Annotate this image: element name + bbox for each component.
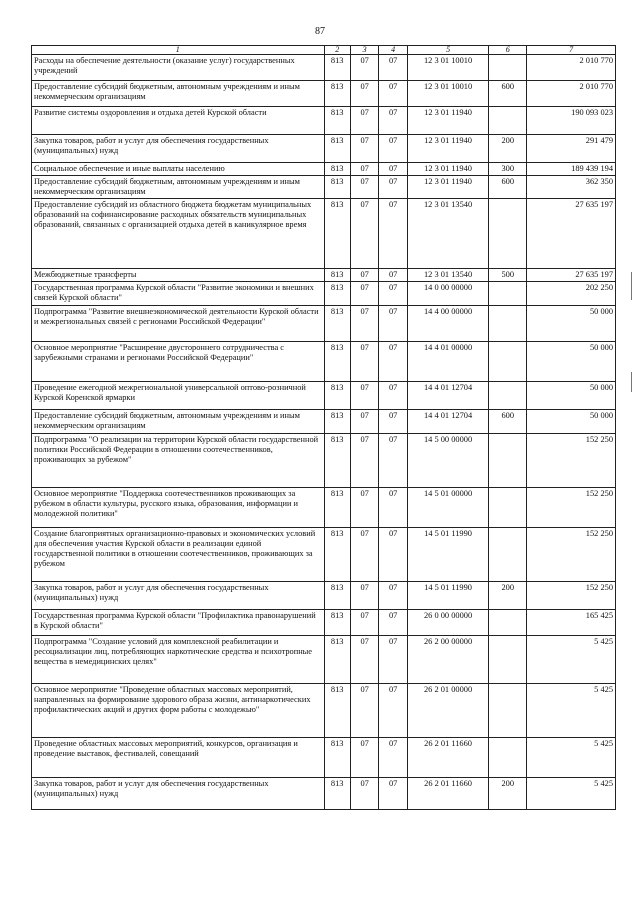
row-name: Закупка товаров, работ и услуг для обеспечения государственных (муниципальных) нужд — [32, 582, 325, 610]
row-expense-type — [489, 636, 527, 684]
row-target-article: 26 0 00 00000 — [407, 610, 488, 636]
row-name: Социальное обеспечение и иные выплаты населению — [32, 163, 325, 176]
table-row — [32, 684, 616, 738]
row-section: 07 — [350, 738, 379, 778]
row-target-article: 14 4 01 12704 — [407, 382, 488, 410]
row-name: Создание благоприятных организационно-правовых и экономических условий для обеспечения участия Курской области в реализации единой государственной политики в отношении соотечественников, проживающих за рубежом — [32, 528, 325, 582]
row-amount: 2 010 770 — [527, 81, 616, 107]
row-name: Основное мероприятие "Расширение двустороннего сотрудничества с зарубежными странами и регионами Российской Федерации" — [32, 342, 325, 382]
table-row — [32, 55, 616, 81]
row-subsection: 07 — [379, 582, 408, 610]
row-name: Развитие системы оздоровления и отдыха детей Курской области — [32, 107, 325, 135]
row-subsection: 07 — [379, 434, 408, 488]
column-header: 4 — [379, 46, 408, 55]
row-subsection: 07 — [379, 81, 408, 107]
row-target-article: 14 5 00 00000 — [407, 434, 488, 488]
row-section: 07 — [350, 81, 379, 107]
row-section: 07 — [350, 582, 379, 610]
row-target-article: 14 0 00 00000 — [407, 282, 488, 306]
row-expense-type — [489, 610, 527, 636]
row-amount: 5 425 — [527, 684, 616, 738]
row-name: Расходы на обеспечение деятельности (оказание услуг) государственных учреждений — [32, 55, 325, 81]
row-name: Предоставление субсидий бюджетным, автономным учреждениям и иным некоммерческим организациям — [32, 176, 325, 199]
row-section: 07 — [350, 55, 379, 81]
table-row — [32, 582, 616, 610]
column-header: 7 — [527, 46, 616, 55]
row-section: 07 — [350, 282, 379, 306]
row-amount: 50 000 — [527, 342, 616, 382]
row-amount: 50 000 — [527, 410, 616, 434]
row-target-article: 26 2 00 00000 — [407, 636, 488, 684]
scan-edge-mark — [631, 372, 632, 392]
page-number: 87 — [315, 26, 325, 37]
scan-edge-mark — [631, 272, 632, 300]
column-header: 5 — [407, 46, 488, 55]
row-section: 07 — [350, 778, 379, 810]
row-target-article: 12 3 01 10010 — [407, 55, 488, 81]
row-target-article: 14 4 01 00000 — [407, 342, 488, 382]
row-name: Подпрограмма "О реализации на территории Курской области государственной политики Российской Федерации в отношении соотечественников, проживающих за рубежом" — [32, 434, 325, 488]
row-target-article: 12 3 01 11940 — [407, 135, 488, 163]
row-amount: 152 250 — [527, 488, 616, 528]
row-expense-type: 600 — [489, 176, 527, 199]
row-ministry-code: 813 — [324, 282, 350, 306]
row-subsection: 07 — [379, 738, 408, 778]
row-section: 07 — [350, 488, 379, 528]
row-subsection: 07 — [379, 269, 408, 282]
row-subsection: 07 — [379, 176, 408, 199]
table-row — [32, 81, 616, 107]
row-target-article: 12 3 01 11940 — [407, 163, 488, 176]
row-expense-type: 200 — [489, 582, 527, 610]
row-amount: 189 439 194 — [527, 163, 616, 176]
row-amount: 291 479 — [527, 135, 616, 163]
row-amount: 27 635 197 — [527, 269, 616, 282]
column-number-row — [32, 46, 616, 55]
column-header: 2 — [324, 46, 350, 55]
row-ministry-code: 813 — [324, 488, 350, 528]
row-amount: 5 425 — [527, 738, 616, 778]
row-subsection: 07 — [379, 610, 408, 636]
row-name: Предоставление субсидий из областного бюджета бюджетам муниципальных образований на софинансирование расходных обязательств муниципальных образований, связанных с организацией отдыха детей в каникулярное время — [32, 199, 325, 269]
row-expense-type — [489, 528, 527, 582]
row-subsection: 07 — [379, 306, 408, 342]
row-amount: 50 000 — [527, 382, 616, 410]
row-target-article: 12 3 01 11940 — [407, 107, 488, 135]
row-name: Государственная программа Курской области "Развитие экономики и внешних связей Курской области" — [32, 282, 325, 306]
row-section: 07 — [350, 528, 379, 582]
row-expense-type: 200 — [489, 135, 527, 163]
row-name: Подпрограмма "Развитие внешнеэкономической деятельности Курской области и межрегиональных связей с регионами Российской Федерации" — [32, 306, 325, 342]
row-section: 07 — [350, 684, 379, 738]
row-name: Межбюджетные трансферты — [32, 269, 325, 282]
row-name: Закупка товаров, работ и услуг для обеспечения государственных (муниципальных) нужд — [32, 135, 325, 163]
row-subsection: 07 — [379, 342, 408, 382]
row-subsection: 07 — [379, 163, 408, 176]
row-target-article: 14 5 01 11990 — [407, 582, 488, 610]
row-ministry-code: 813 — [324, 610, 350, 636]
row-ministry-code: 813 — [324, 582, 350, 610]
column-header: 6 — [489, 46, 527, 55]
table-row — [32, 738, 616, 778]
row-section: 07 — [350, 410, 379, 434]
table-row — [32, 269, 616, 282]
row-ministry-code: 813 — [324, 199, 350, 269]
row-expense-type: 500 — [489, 269, 527, 282]
row-ministry-code: 813 — [324, 684, 350, 738]
row-target-article: 26 2 01 11660 — [407, 778, 488, 810]
column-header: 3 — [350, 46, 379, 55]
table-row — [32, 778, 616, 810]
table-row — [32, 610, 616, 636]
row-subsection: 07 — [379, 488, 408, 528]
row-expense-type — [489, 107, 527, 135]
row-expense-type: 600 — [489, 410, 527, 434]
row-section: 07 — [350, 269, 379, 282]
row-expense-type — [489, 684, 527, 738]
row-name: Закупка товаров, работ и услуг для обеспечения государственных (муниципальных) нужд — [32, 778, 325, 810]
row-name: Проведение ежегодной межрегиональной универсальной оптово-розничной Курской Коренской ярмарки — [32, 382, 325, 410]
row-amount: 165 425 — [527, 610, 616, 636]
row-section: 07 — [350, 610, 379, 636]
row-ministry-code: 813 — [324, 778, 350, 810]
row-target-article: 12 3 01 13540 — [407, 269, 488, 282]
row-target-article: 26 2 01 00000 — [407, 684, 488, 738]
row-name: Проведение областных массовых мероприятий, конкурсов, организация и проведение выставок, фестивалей, совещаний — [32, 738, 325, 778]
row-ministry-code: 813 — [324, 107, 350, 135]
row-expense-type — [489, 282, 527, 306]
row-name: Основное мероприятие "Проведение областных массовых мероприятий, направленных на формирование здорового образа жизни, антинаркотических профилактических акций и других форм работы с молодежью" — [32, 684, 325, 738]
table-row — [32, 342, 616, 382]
table-row — [32, 135, 616, 163]
row-ministry-code: 813 — [324, 269, 350, 282]
row-ministry-code: 813 — [324, 410, 350, 434]
table-row — [32, 163, 616, 176]
row-subsection: 07 — [379, 282, 408, 306]
row-section: 07 — [350, 382, 379, 410]
row-target-article: 12 3 01 13540 — [407, 199, 488, 269]
row-section: 07 — [350, 107, 379, 135]
row-ministry-code: 813 — [324, 135, 350, 163]
row-ministry-code: 813 — [324, 306, 350, 342]
table-row — [32, 488, 616, 528]
row-target-article: 14 5 01 11990 — [407, 528, 488, 582]
row-name: Предоставление субсидий бюджетным, автономным учреждениям и иным некоммерческим организациям — [32, 410, 325, 434]
row-name: Государственная программа Курской области "Профилактика правонарушений в Курской области" — [32, 610, 325, 636]
row-expense-type — [489, 738, 527, 778]
row-target-article: 12 3 01 10010 — [407, 81, 488, 107]
row-expense-type: 600 — [489, 81, 527, 107]
row-expense-type — [489, 434, 527, 488]
row-ministry-code: 813 — [324, 55, 350, 81]
row-subsection: 07 — [379, 199, 408, 269]
row-section: 07 — [350, 342, 379, 382]
row-name: Основное мероприятие "Поддержка соотечественников проживающих за рубежом в области культуры, русского языка, образования, информации и молодежной политики" — [32, 488, 325, 528]
row-subsection: 07 — [379, 382, 408, 410]
row-ministry-code: 813 — [324, 738, 350, 778]
column-header: 1 — [32, 46, 325, 55]
row-ministry-code: 813 — [324, 81, 350, 107]
row-expense-type — [489, 199, 527, 269]
row-expense-type: 200 — [489, 778, 527, 810]
row-ministry-code: 813 — [324, 163, 350, 176]
row-amount: 5 425 — [527, 778, 616, 810]
row-subsection: 07 — [379, 55, 408, 81]
row-section: 07 — [350, 176, 379, 199]
row-expense-type — [489, 342, 527, 382]
row-subsection: 07 — [379, 528, 408, 582]
row-amount: 362 350 — [527, 176, 616, 199]
row-expense-type: 300 — [489, 163, 527, 176]
row-subsection: 07 — [379, 135, 408, 163]
table-row — [32, 410, 616, 434]
row-expense-type — [489, 488, 527, 528]
row-subsection: 07 — [379, 778, 408, 810]
row-target-article: 26 2 01 11660 — [407, 738, 488, 778]
table-row — [32, 107, 616, 135]
row-target-article: 12 3 01 11940 — [407, 176, 488, 199]
row-expense-type — [489, 382, 527, 410]
table-row — [32, 636, 616, 684]
row-ministry-code: 813 — [324, 434, 350, 488]
row-amount: 2 010 770 — [527, 55, 616, 81]
row-subsection: 07 — [379, 410, 408, 434]
table-row — [32, 199, 616, 269]
row-section: 07 — [350, 636, 379, 684]
row-subsection: 07 — [379, 636, 408, 684]
row-expense-type — [489, 55, 527, 81]
table-row — [32, 176, 616, 199]
row-amount: 5 425 — [527, 636, 616, 684]
row-ministry-code: 813 — [324, 636, 350, 684]
table-row — [32, 382, 616, 410]
row-target-article: 14 5 01 00000 — [407, 488, 488, 528]
row-amount: 190 093 023 — [527, 107, 616, 135]
row-amount: 27 635 197 — [527, 199, 616, 269]
row-ministry-code: 813 — [324, 382, 350, 410]
row-amount: 152 250 — [527, 434, 616, 488]
row-section: 07 — [350, 135, 379, 163]
table-row — [32, 306, 616, 342]
row-ministry-code: 813 — [324, 342, 350, 382]
row-section: 07 — [350, 306, 379, 342]
table-row — [32, 434, 616, 488]
row-amount: 152 250 — [527, 582, 616, 610]
row-ministry-code: 813 — [324, 176, 350, 199]
row-section: 07 — [350, 163, 379, 176]
row-amount: 202 250 — [527, 282, 616, 306]
row-target-article: 14 4 00 00000 — [407, 306, 488, 342]
row-expense-type — [489, 306, 527, 342]
row-name: Предоставление субсидий бюджетным, автономным учреждениям и иным некоммерческим организациям — [32, 81, 325, 107]
row-name: Подпрограмма "Создание условий для комплексной реабилитации и ресоциализации лиц, потребляющих наркотические средства и психотропные вещества в немедицинских целях" — [32, 636, 325, 684]
row-ministry-code: 813 — [324, 528, 350, 582]
row-target-article: 14 4 01 12704 — [407, 410, 488, 434]
row-section: 07 — [350, 199, 379, 269]
row-subsection: 07 — [379, 107, 408, 135]
row-section: 07 — [350, 434, 379, 488]
row-amount: 50 000 — [527, 306, 616, 342]
row-subsection: 07 — [379, 684, 408, 738]
budget-table — [31, 45, 616, 810]
row-amount: 152 250 — [527, 528, 616, 582]
table-row — [32, 282, 616, 306]
table-row — [32, 528, 616, 582]
